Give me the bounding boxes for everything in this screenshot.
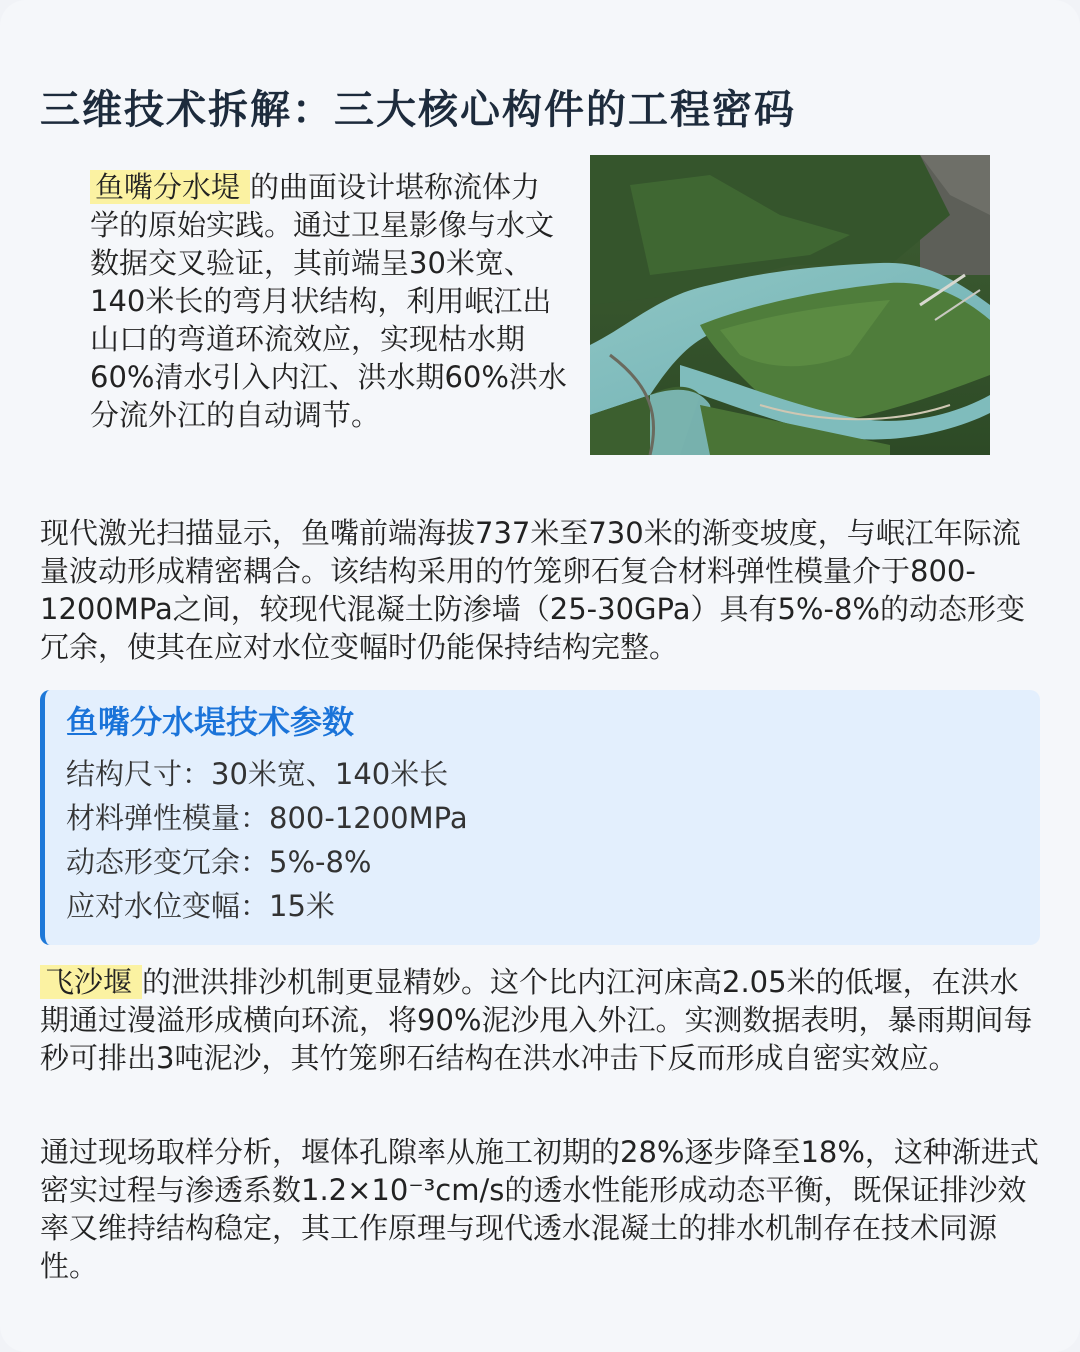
feishayan-text: 的泄洪排沙机制更显精妙。这个比内江河床高2.05米的低堰，在洪水期通过漫溢形成横向环流，将90%泥沙甩入外江。实测数据表明，暴雨期间每秒可排出3吨泥沙，其竹笼卵石结构在洪水冲击下反而形成自密实效应。 (40, 965, 1033, 1075)
page-title: 三维技术拆解：三大核心构件的工程密码 (40, 87, 796, 133)
param-row: 应对水位变幅：15米 (66, 889, 335, 923)
param-row: 材料弹性模量：800-1200MPa (66, 801, 468, 835)
intro-paragraph (90, 168, 568, 434)
intro-text: 的曲面设计堪称流体力学的原始实践。通过卫星影像与水文数据交叉验证，其前端呈30米宽、140米长的弯月状结构，利用岷江出山口的弯道环流效应，实现枯水期60%清水引入内江、洪水期60%洪水分流外江的自动调节。 (90, 170, 567, 432)
tech-params-title: 鱼嘴分水堤技术参数 (66, 703, 355, 741)
paragraph-porosity: 通过现场取样分析，堰体孔隙率从施工初期的28%逐步降至18%，这种渐进式密实过程与渗透系数1.2×10⁻³cm/s的透水性能形成动态平衡，既保证排沙效率又维持结构稳定，其工作原理与现代透水混凝土的排水机制存在技术同源性。 (40, 1135, 1039, 1283)
param-row: 结构尺寸：30米宽、140米长 (66, 757, 449, 791)
paragraph-laser-scan: 现代激光扫描显示，鱼嘴前端海拔737米至730米的渐变坡度，与岷江年际流量波动形成精密耦合。该结构采用的竹笼卵石复合材料弹性模量介于800-1200MPa之间，较现代混凝土防渗墙（25-30GPa）具有5%-8%的动态形变冗余，使其在应对水位变幅时仍能保持结构完整。 (40, 516, 1025, 664)
highlight-term-yuzui: 鱼嘴分水堤 (90, 170, 250, 204)
paragraph-feishayan (40, 963, 1040, 1077)
highlight-term-feishayan: 飞沙堰 (40, 965, 142, 999)
aerial-river-image (590, 155, 990, 455)
param-row: 动态形变冗余：5%-8% (66, 845, 372, 879)
aerial-photo (590, 155, 990, 455)
tech-params-box (40, 690, 1040, 945)
